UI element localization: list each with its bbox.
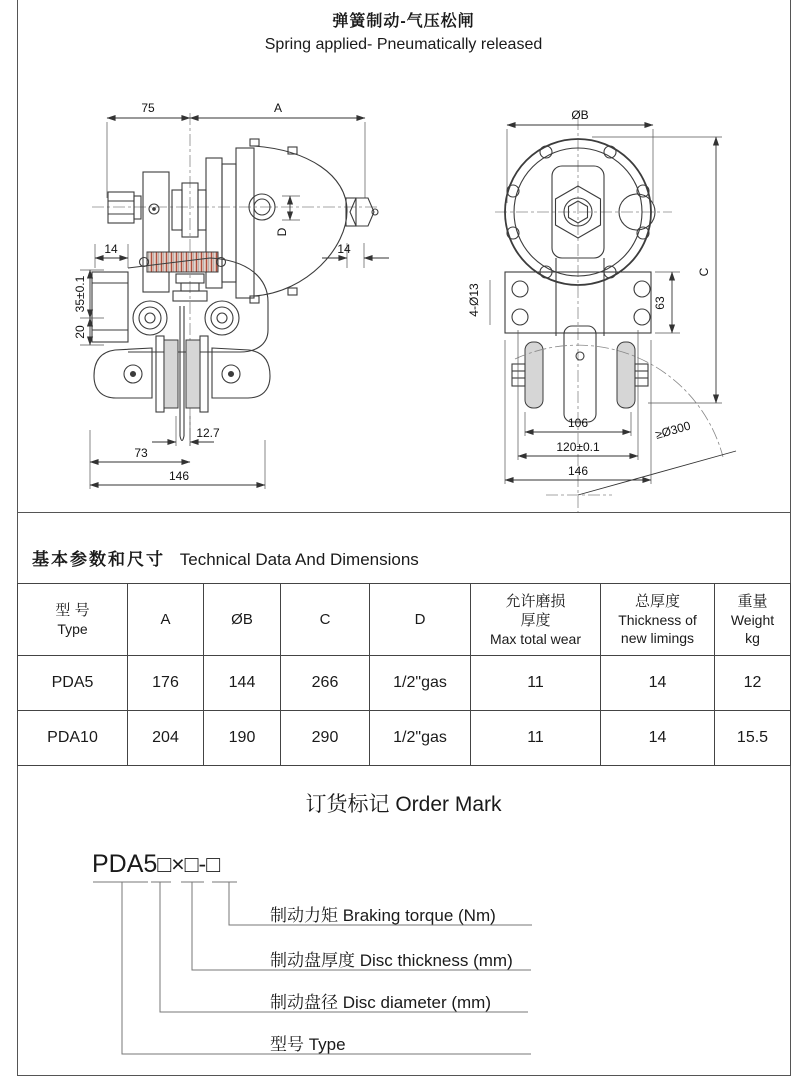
order-mark-code-prefix: PDA5 (92, 850, 158, 878)
table-cell: 14 (601, 656, 715, 711)
arm-and-pads (512, 258, 648, 422)
order-mark-label-disc-thickness: 制动盘厚度 Disc thickness (mm) (270, 951, 513, 970)
washer-stack (172, 183, 206, 237)
table-header-row (18, 584, 791, 656)
dim-label-120: 120±0.1 (556, 440, 600, 454)
dim-label-12-7: 12.7 (196, 426, 220, 440)
order-mark-code-boxes: □×□-□ (157, 851, 221, 877)
dim-label-14-left: 14 (104, 242, 118, 256)
table-cell: PDA5 (18, 656, 128, 711)
dim-label-D: D (275, 227, 289, 237)
section-heading (32, 545, 419, 570)
dim-label-75: 75 (141, 101, 155, 115)
technical-drawings (0, 0, 800, 512)
page-title-zh: 弹簧制动-气压松闸 (332, 13, 475, 30)
left-drawing-side-view (73, 101, 389, 489)
table-header-wear: 允许磨损 厚度 Max total wear (471, 584, 601, 656)
dim-label-A: A (273, 101, 283, 115)
table-row-pda5 (18, 656, 791, 711)
table-cell: 14 (601, 711, 715, 766)
table-cell: 290 (281, 711, 370, 766)
table-cell: PDA10 (18, 711, 128, 766)
table-cell: 176 (128, 656, 204, 711)
table-header-weight: 重量 Weight kg (715, 584, 791, 656)
table-header-thickness: 总厚度 Thickness of new limings (601, 584, 715, 656)
table-header-type: 型 号 Type (18, 584, 128, 656)
order-mark-label-type: 型号 Type (270, 1035, 346, 1054)
dim-label-300: ≥Ø300 (653, 418, 693, 442)
page-title-en: Spring applied- Pneumatically released (264, 36, 543, 53)
dim-label-C: C (697, 267, 711, 277)
order-mark-title: 订货标记 Order Mark (305, 793, 502, 816)
table-cell: 1/2"gas (370, 711, 471, 766)
table-row-pda10 (18, 711, 791, 766)
chamber-clamp-plates (206, 148, 254, 298)
table-cell: 11 (471, 656, 601, 711)
table-header-d: D (370, 584, 471, 656)
table-header-a: A (128, 584, 204, 656)
table-cell: 190 (204, 711, 281, 766)
dim-label-146-right: 146 (567, 464, 589, 478)
dim-label-20: 20 (73, 325, 87, 339)
table-cell: 11 (471, 711, 601, 766)
technical-data-table (17, 583, 791, 766)
mounting-lugs (94, 348, 270, 398)
table-cell: 1/2"gas (370, 656, 471, 711)
section-heading-zh: 基本参数和尺寸 (32, 550, 165, 569)
table-header-c: C (281, 584, 370, 656)
table-header-ob: ØB (204, 584, 281, 656)
lever-plate (143, 172, 169, 292)
push-rod-and-nut (108, 192, 141, 223)
dim-label-4-13: 4-Ø13 (467, 283, 481, 317)
dim-label-14-right: 14 (337, 242, 351, 256)
table-cell: 12 (715, 656, 791, 711)
order-mark-label-torque: 制动力矩 Braking torque (Nm) (270, 906, 496, 925)
dim-label-146-left: 146 (168, 469, 190, 483)
order-mark-label-disc-diameter: 制动盘径 Disc diameter (mm) (270, 993, 492, 1012)
section-divider (17, 512, 790, 513)
section-heading-en: Technical Data And Dimensions (179, 550, 419, 569)
table-cell: 204 (128, 711, 204, 766)
dim-label-63: 63 (653, 296, 667, 310)
brake-spring (140, 252, 226, 272)
dim-label-106: 106 (567, 416, 589, 430)
dim-label-OB: ØB (571, 108, 589, 122)
brake-pads-and-disc (156, 306, 208, 441)
dim-label-73: 73 (134, 446, 148, 460)
table-cell: 266 (281, 656, 370, 711)
table-cell: 15.5 (715, 711, 791, 766)
right-drawing-front-view (467, 108, 736, 512)
pneumatic-chamber (249, 139, 378, 303)
dim-label-35: 35±0.1 (73, 275, 87, 313)
table-cell: 144 (204, 656, 281, 711)
